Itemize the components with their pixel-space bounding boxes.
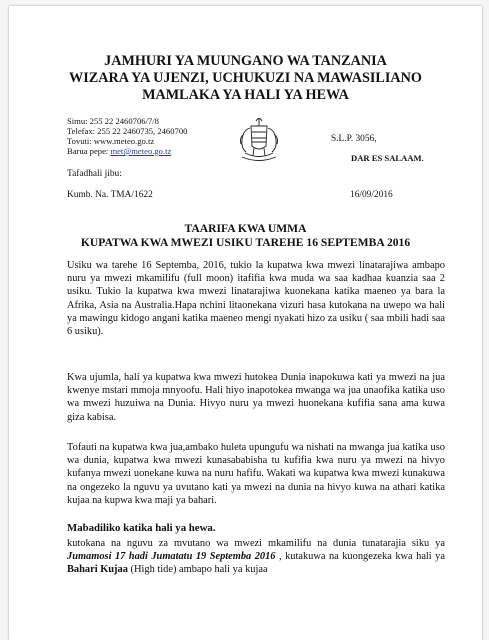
letterhead-agency: MAMLAKA YA HALI YA HEWA xyxy=(142,87,349,103)
contact-email-line xyxy=(67,146,187,156)
coat-of-arms-emblem xyxy=(233,112,285,164)
contact-telefax: Telefax: 255 22 2460735, 2460700 xyxy=(67,126,188,136)
paragraph-2: Kwa ujumla, hali ya kupatwa kwa mwezi hutokea Dunia inapokuwa kati ya mwezi na jua kwenye mstari mmoja mnyoofu. Hali hiyo inapotokea mwanga wa jua unaofika katika uso wa mwezi huzuiwa na Dunia. Hivyo nuru ya mwezi huonekana kufifia sana ama kuwa giza kabisa. xyxy=(67,372,445,423)
city: DAR ES SALAAM. xyxy=(351,153,424,163)
letterhead-republic: JAMHURI YA MUUNGANO WA TANZANIA xyxy=(104,53,387,69)
reference-number: Kumb. Na. TMA/1622 xyxy=(67,190,153,200)
contact-block xyxy=(67,116,187,156)
contact-website: Tovuti: www.meteo.go.tz xyxy=(67,136,155,146)
contact-email-label: Barua pepe: xyxy=(67,146,111,156)
paragraph-4-days: Jumamosi 17 hadi Jumatatu 19 Septemba 2016 xyxy=(67,551,276,563)
document-page xyxy=(9,6,482,640)
paragraph-4-part3: (High tide) ambapo hali ya kujaa xyxy=(127,564,268,576)
paragraph-4-tide: Bahari Kujaa xyxy=(67,564,128,576)
notice-title: TAARIFA KWA UMMA xyxy=(184,222,307,235)
contact-phone: Simu: 255 22 2460706/7/8 xyxy=(67,116,159,126)
paragraph-4-part2: , kutakuwa na kuongezeka kwa hali ya xyxy=(275,551,445,563)
paragraph-4-part1: kutokana na nguvu za mvutano wa mwezi mkamilifu na dunia tunatarajia siku ya xyxy=(67,538,445,549)
reply-note: Tafadhali jibu: xyxy=(67,169,122,179)
letterhead-ministry: WIZARA YA UJENZI, UCHUKUZI NA MAWASILIANO xyxy=(69,70,422,86)
paragraph-3: Tofauti na kupatwa kwa jua,ambako huleta upungufu wa nishati na mwanga jua katika uso wa dunia, kupatwa kwa mwezi kunasababisha tu kufifia kwa nuru ya mwezi na hivyo kufanya mwezi uonekane kuwa na nuru hafifu. Wakati wa kupatwa kwa mwezi kunakuwa na ongezeko la nguvu ya uvutano kati ya mwezi na dunia na hivyo kuwa na athari katika kujaa na kupwa kwa maji ya bahari. xyxy=(67,442,445,506)
contact-email-link[interactable]: met@meteo.go.tz xyxy=(110,146,172,156)
letter-date: 16/09/2016 xyxy=(350,190,393,200)
paragraph-4 xyxy=(67,537,445,577)
po-box: S.L.P. 3056, xyxy=(331,134,377,144)
section-heading: Mabadiliko katika hali ya hewa. xyxy=(67,522,216,534)
paragraph-1: Usiku wa tarehe 16 Septemba, 2016, tukio la kupatwa kwa mwezi linatarajiwa ambapo nuru ya mwezi mkamilifu (full moon) itafifia kwa muda wa saa kadhaa kuanzia saa 2 usiku. Tukio la kupatwa kwa mwezi linatarajiwa kuonekana katika maeneo ya bara la Afrika, Asia na Australia.Hapa nchini litaonekana vizuri hasa kutokana na uwepo wa hali ya mawingu kidogo angani katika maeneo mengi nyakati hizo za usiku ( saa mbili hadi saa 6 usiku). xyxy=(67,260,445,338)
notice-subtitle: KUPATWA KWA MWEZI USIKU TAREHE 16 SEPTEMBA 2016 xyxy=(80,236,411,249)
